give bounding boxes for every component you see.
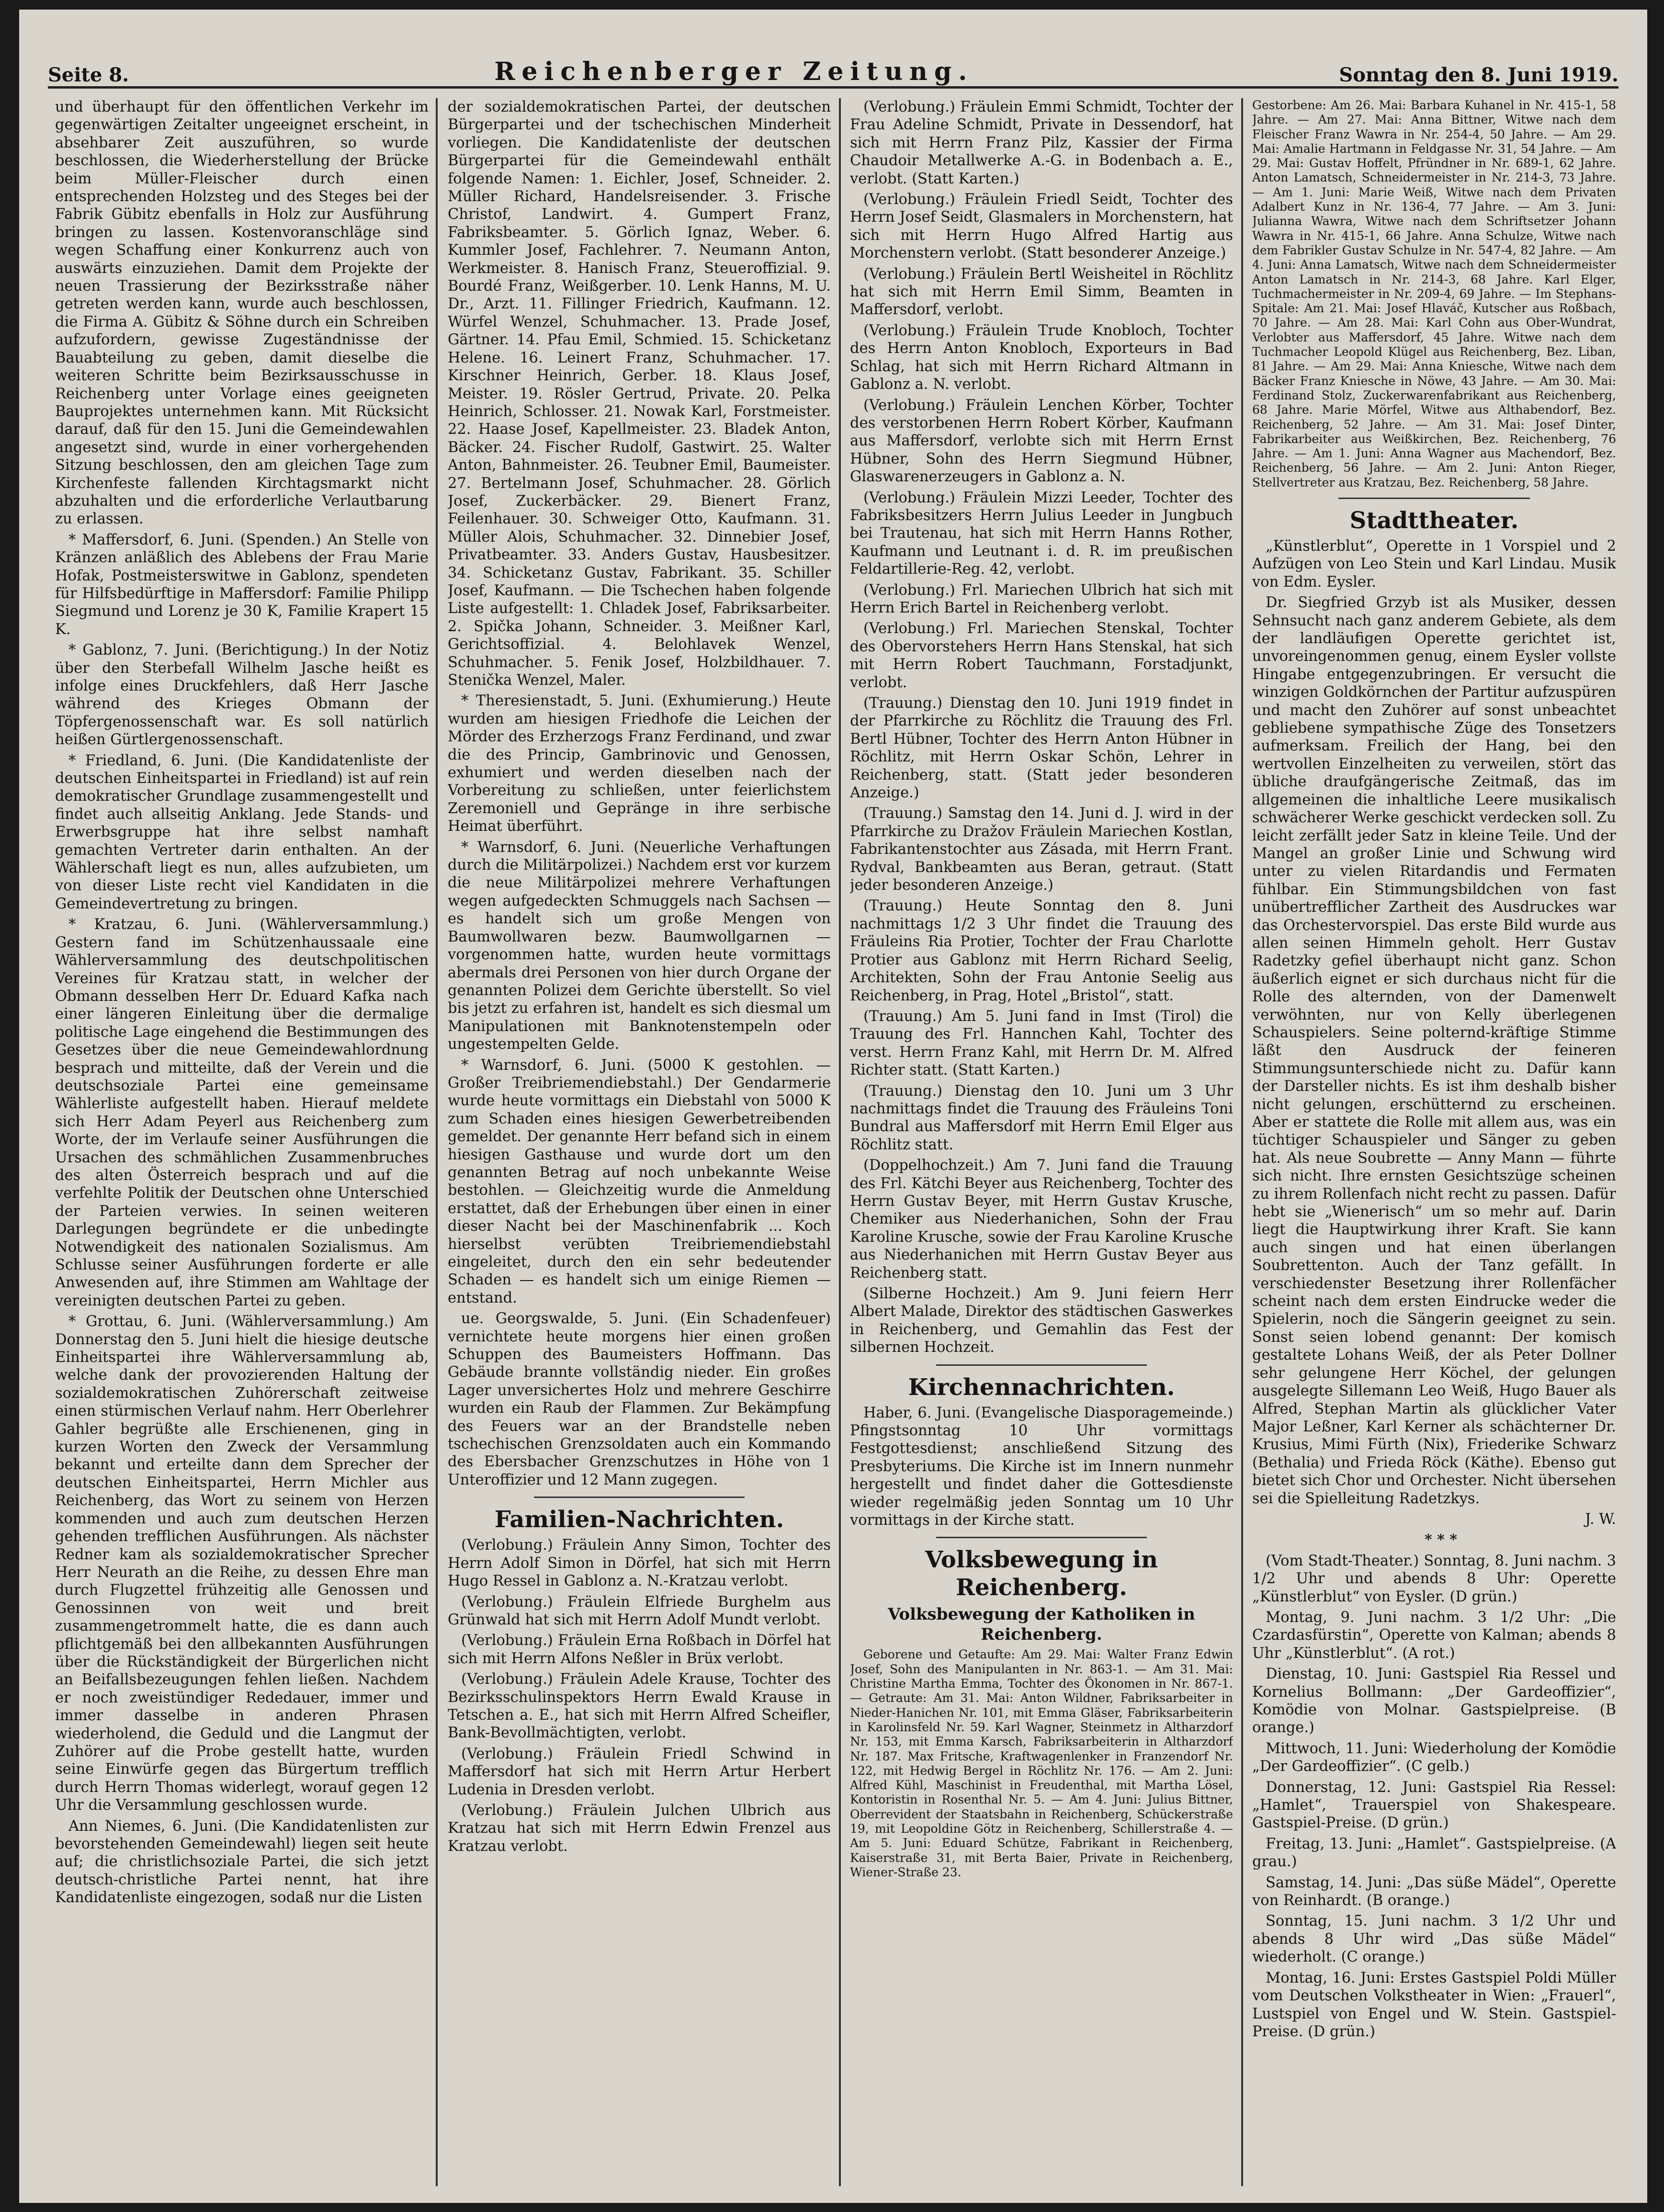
- schedule-item: Montag, 9. Juni nachm. 3 1/2 Uhr: „Die Czardasfürstin“, Operette von Kalman; abends 8 Uhr „Künstlerblut“. (A rot.): [1252, 1609, 1616, 1662]
- article-paragraph: * Grottau, 6. Juni. (Wählerversammlung.) Am Donnerstag den 5. Juni hielt die hiesige deutsche Einheitspartei ihre Wählerversammlung ab, welche dank der provozierenden Haltung der sozialdemokratischen Zuhörerschaft zeitweise einen stürmischen Verlauf nahm. Herr Oberlehrer Gahler begrüßte alle Erschienenen, ging in kurzen Worten den Zweck der Versammlung bekannt und erteilte dann dem Sprecher der deutschen Einheitspartei, Herrn Michler aus Reichenberg, das Wort zu seinem von Herzen kommenden und auch zum deutschen Herzen gehenden trefflichen Ausführungen. Als nächster Redner kam als sozialdemokratischer Sprecher Herr Neurath an die Reihe, zu dessen Ehre man durch Flugzettel frühzeitig alle Genossen und Genossinnen von weit und breit zusammengetrommelt hatte, die es dann auch pflichtgemäß bei den allbekannten Ausführungen über die Rückständigkeit der Bürgerlichen nicht an Beifallsbezeugungen fehlen ließen. Nachdem er noch zweistündiger Rededauer, immer und immer dasselbe in anderen Phrasen wiederholend, die Geduld und die Langmut der Zuhörer auf die Probe gestellt hatte, wurden seine Einwürfe gegen das Bürgertum trefflich durch Herrn Thomas widerlegt, worauf gegen 12 Uhr die Versammlung geschlossen wurde.: [55, 1313, 429, 1814]
- family-notice: (Verlobung.) Fräulein Trude Knobloch, Tochter des Herrn Anton Knobloch, Exporteurs in Bad Schlag, hat sich mit Herrn Richard Altmann in Gablonz a. N. verlobt.: [850, 322, 1233, 393]
- section-divider: [936, 1364, 1147, 1366]
- church-notice: Haber, 6. Juni. (Evangelische Diasporagemeinde.) Pfingstsonntag 10 Uhr vormittags Festgottesdienst; anschließend Sitzung des Presbyteriums. Die Kirche ist im Innern nunmehr hergestellt und findet daher die Gottesdienste wieder regelmäßig jeden Sonntag um 10 Uhr vormittags in der Kirche statt.: [850, 1404, 1233, 1529]
- family-notice: (Doppelhochzeit.) Am 7. Juni fand die Trauung des Frl. Kätchi Beyer aus Reichenberg, Tochter des Herrn Gustav Beyer, mit Herrn Gustav Krusche, Chemiker aus Niederhanichen, Sohn der Frau Karoline Krusche, sowie der Frau Karoline Krusche aus Niederhanichen mit Herrn Gustav Beyer aus Reichenberg statt.: [850, 1157, 1233, 1282]
- schedule-item: Dienstag, 10. Juni: Gastspiel Ria Ressel und Kornelius Bollmann: „Der Gardeoffizier“, Komödie von Molnar. Gastspielpreise. (B orange.): [1252, 1666, 1616, 1736]
- family-notice: (Silberne Hochzeit.) Am 9. Juni feiern Herr Albert Malade, Direktor des städtischen Gaswerkes in Reichenberg, und Gemahlin das Fest der silbernen Hochzeit.: [850, 1285, 1233, 1356]
- family-notice: (Verlobung.) Fräulein Emmi Schmidt, Tochter der Frau Adeline Schmidt, Private in Dessendorf, hat sich mit Herrn Franz Pilz, Kassier der Firma Chaudoir Metallwerke A.-G. in Bodenbach a. E., verlobt. (Statt Karten.): [850, 99, 1233, 187]
- family-notice: (Verlobung.) Fräulein Friedl Seidt, Tochter des Herrn Josef Seidt, Glasmalers in Morchenstern, hat sich mit Herrn Hugo Alfred Hartig aus Morchenstern verlobt. (Statt besonderer Anzeige.): [850, 191, 1233, 262]
- section-divider: [1338, 498, 1530, 499]
- newspaper-title: Reichenberger Zeitung.: [494, 57, 974, 86]
- column-rule: [1241, 98, 1243, 2186]
- column-1: [55, 98, 429, 2186]
- article-paragraph: der sozialdemokratischen Partei, der deutschen Bürgerpartei und der tschechischen Minderheit vorliegen. Die Kandidatenliste der deutschen Bürgerpartei für die Gemeindewahl enthält folgende Namen: 1. Eichler, Josef, Schneider. 2. Müller Richard, Handelsreisender. 3. Frische Christof, Landwirt. 4. Gumpert Franz, Fabriksbeamter. 5. Görlich Ignaz, Weber. 6. Kummler Josef, Fachlehrer. 7. Neumann Anton, Werkmeister. 8. Hanisch Franz, Steueroffizial. 9. Bourdé Franz, Weißgerber. 10. Lenk Hanns, M. U. Dr., Arzt. 11. Fillinger Friedrich, Kaufmann. 12. Würfel Wenzel, Schuhmacher. 13. Prade Josef, Gärtner. 14. Pfau Emil, Schmied. 15. Schicketanz Helene. 16. Leinert Franz, Schuhmacher. 17. Kirschner Heinrich, Gerber. 18. Klaus Josef, Meister. 19. Rösler Gertrud, Private. 20. Pelka Heinrich, Schlosser. 21. Nowak Karl, Forstmeister. 22. Haase Josef, Kapellmeister. 23. Bladek Anton, Bäcker. 24. Fischer Rudolf, Gastwirt. 25. Walter Anton, Bahnmeister. 26. Teubner Emil, Baumeister. 27. Bertelmann Josef, Schuhmacher. 28. Görlich Josef, Zuckerbäcker. 29. Bienert Franz, Feilenhauer. 30. Schweiger Otto, Kaufmann. 31. Müller Alois, Schuhmacher. 32. Dinnebier Josef, Privatbeamter. 33. Anders Gustav, Hausbesitzer. 34. Schicketanz Gustav, Fabrikant. 35. Schiller Josef, Kaufmann. — Die Tschechen haben folgende Liste aufgestellt: 1. Chladek Josef, Fabriksarbeiter. 2. Spička Johann, Schneider. 3. Meißner Karl, Gerichtsoffizial. 4. Belohlavek Wenzel, Schuhmacher. 5. Fenik Josef, Holzbildhauer. 7. Stenička Wenzel, Maler.: [448, 99, 831, 689]
- article-paragraph: * Friedland, 6. Juni. (Die Kandidatenliste der deutschen Einheitspartei in Friedland) ist auf rein demokratischer Grundlage zusammengestellt und findet auch allseitig Anklang. Jede Stands- und Erwerbsgruppe hat ihre selbst namhaft gemachten Vertreter darin enthalten. An der Wählerschaft liegt es nun, alles aufzubieten, um von dieser Liste recht viel Kandidaten in die Gemeindevertretung zu bringen.: [55, 752, 429, 912]
- masthead: [48, 43, 1619, 89]
- theater-review-title: „Künstlerblut“, Operette in 1 Vorspiel und 2 Aufzügen von Leo Stein und Karl Lindau. Musik von Edm. Eysler.: [1252, 538, 1616, 590]
- schedule-item: Donnerstag, 12. Juni: Gastspiel Ria Ressel: „Hamlet“, Trauerspiel von Shakespeare. Gastspiel-Preise. (D grün.): [1252, 1779, 1616, 1832]
- review-signature: J. W.: [1585, 1510, 1616, 1528]
- article-paragraph: * Gablonz, 7. Juni. (Berichtigung.) In der Notiz über den Sterbefall Wilhelm Jasche heißt es infolge eines Druckfehlers, daß Herr Jasche während des Krieges Obmann der Töpfergenossenschaft war. Es soll natürlich heißen Gürtlergenossenschaft.: [55, 642, 429, 749]
- section-heading-family: Familien-Nachrichten.: [494, 1506, 784, 1533]
- schedule-item: (Vom Stadt-Theater.) Sonntag, 8. Juni nachm. 3 1/2 Uhr und abends 8 Uhr: Operette „Künstlerblut“ von Eysler. (D grün.): [1252, 1552, 1616, 1605]
- page-number: Seite 8.: [48, 64, 129, 86]
- schedule-item: Sonntag, 15. Juni nachm. 3 1/2 Uhr und abends 8 Uhr wird „Das süße Mädel“ wiederholt. (C orange.): [1252, 1913, 1616, 1966]
- column-2: [448, 98, 831, 2186]
- article-paragraph: ue. Georgswalde, 5. Juni. (Ein Schadenfeuer) vernichtete heute morgens hier einen großen Schuppen des Baumeisters Hoffmann. Das Gebäude brannte vollständig nieder. Ein großes Lager unversichertes Holz und mehrere Geschirre wurden ein Raub der Flammen. Zur Bekämpfung des Feuers war an der Brandstelle neben tschechischen Grenzsoldaten auch ein Kommando des Ebersbacher Grenzschutzes in Höhe von 1 Unteroffizier und 12 Mann zugegen.: [448, 1310, 831, 1488]
- column-rule: [839, 98, 841, 2186]
- family-notice: (Trauung.) Dienstag den 10. Juni 1919 findet in der Pfarrkirche zu Röchlitz die Trauung des Frl. Bertl Hübner, Tochter des Herrn Anton Hübner in Röchlitz, mit Herrn Oskar Schön, Lehrer in Reichenberg, statt. (Statt jeder besonderen Anzeige.): [850, 695, 1233, 802]
- family-notice: (Verlobung.) Fräulein Friedl Schwind in Maffersdorf hat sich mit Herrn Artur Herbert Ludenia in Dresden verlobt.: [448, 1745, 831, 1798]
- column-3: [850, 98, 1233, 2186]
- family-notice: (Verlobung.) Fräulein Adele Krause, Tochter des Bezirksschulinspektors Herrn Ewald Krause in Tetschen a. E., hat sich mit Herrn Alfred Scheifler, Bank-Bevollmächtigten, verlobt.: [448, 1671, 831, 1742]
- section-heading-church: Kirchennachrichten.: [908, 1373, 1175, 1401]
- section-heading-population: Volksbewegung in Reichenberg.: [925, 1546, 1158, 1601]
- article-paragraph: Ann Niemes, 6. Juni. (Die Kandidatenlisten zur bevorstehenden Gemeindewahl) liegen seit heute auf; die christlichsoziale Partei, die sich jetzt deutsch-christliche Partei nennt, hat ihre Kandidatenliste eingezogen, sodaß nur die Listen: [55, 1817, 429, 1906]
- family-notice: (Verlobung.) Fräulein Mizzi Leeder, Tochter des Fabriksbesitzers Herrn Julius Leeder in Jungbuch bei Trautenau, hat sich mit Herrn Hanns Rother, Kaufmann und Leutnant i. d. R. im preußischen Feldartillerie-Reg. 42, verlobt.: [850, 489, 1233, 578]
- article-paragraph: und überhaupt für den öffentlichen Verkehr im gegenwärtigen Zeitalter ungeeignet erscheint, in absehbarer Zeit auszuführen, so wurde beschlossen, die Wiederherstellung der Brücke beim Müller-Fleischer durch einen entsprechenden Holzsteg und des Steges bei der Fabrik Gübitz ebenfalls in Holz zur Ausführung bringen zu lassen. Kostenvoranschläge sind wegen Schaffung einer Konkurrenz auch von auswärts einzuziehen. Damit dem Projekte der neuen Trassierung der Bezirksstraße näher getreten werden kann, wurde auch beschlossen, die Firma A. Gübitz & Söhne durch ein Schreiben aufzufordern, gewisse Zugeständnisse der Bauabteilung zu geben, damit dieselbe die weiteren Schritte beim Bezirksausschusse in Reichenberg unter Vorlage eines geeigneten Bauprojektes unternehmen kann. Mit Rücksicht darauf, daß für den 15. Juni die Gemeindewahlen angesetzt sind, wurde in einer vorhergehenden Sitzung beschlossen, den am gleichen Tage zum Kirchenfeste fallenden Kirchtagsmarkt nicht abzuhalten und die erforderliche Verlautbarung zu erlassen.: [55, 99, 429, 528]
- population-records: Geborene und Getaufte: Am 29. Mai: Walter Franz Edwin Josef, Sohn des Manipulanten in Nr. 863-1. — Am 31. Mai: Christine Martha Emma, Tochter des Ökonomen in Nr. 867-1. — Getraute: Am 31. Mai: Anton Wildner, Fabriksarbeiter in Nieder-Hanichen Nr. 101, mit Emma Gläser, Fabriksarbeiterin in Karolinsfeld Nr. 59. Karl Wagner, Steinmetz in Altharzdorf Nr. 153, mit Emma Karsch, Fabriksarbeiterin in Altharzdorf Nr. 187. Max Fritsche, Kraftwagenlenker in Franzendorf Nr. 122, mit Hedwig Bergel in Röchlitz Nr. 176. — Am 2. Juni: Alfred Kühl, Maschinist in Freudenthal, mit Martha Lösel, Kontoristin in Rosenthal Nr. 5. — Am 4. Juni: Julius Bittner, Oberrevident der Staatsbahn in Reichenberg, Schückerstraße 19, mit Leopoldine Götz in Reichenberg, Schillerstraße 4. — Am 5. Juni: Eduard Schütze, Fabrikant in Reichenberg, Kaiserstraße 31, mit Berta Baier, Private in Reichenberg, Wiener-Straße 23.: [850, 1647, 1233, 1879]
- article-paragraph: * Warnsdorf, 6. Juni. (Neuerliche Verhaftungen durch die Militärpolizei.) Nachdem erst vor kurzem die neue Militärpolizei mehrere Verhaftungen wegen aufgedeckten Schmuggels nach Sachsen — es handelt sich um große Mengen von Baumwollwaren bezw. Baumwollgarnen — vorgenommen hatte, wurden heute vormittags abermals drei Personen von hier durch Organe der genannten Polizei dem Gerichte überstellt. So viel bis jetzt zu erfahren ist, handelt es sich diesmal um Manipulationen mit Banknotenstempeln oder ungestempelten Gelde.: [448, 839, 831, 1053]
- family-notice: (Trauung.) Samstag den 14. Juni d. J. wird in der Pfarrkirche zu Dražov Fräulein Mariechen Kostlan, Fabrikantenstochter aus Zásada, mit Herrn Frant. Rydval, Bankbeamten aus Beran, getraut. (Statt jeder besonderen Anzeige.): [850, 805, 1233, 894]
- section-subheading: Volksbewegung der Katholiken in Reichenberg.: [888, 1605, 1195, 1645]
- article-paragraph: * Theresienstadt, 5. Juni. (Exhumierung.) Heute wurden am hiesigen Friedhofe die Leichen der Mörder des Erzherzogs Franz Ferdinand, und zwar die des Princip, Gambrinovic und Genossen, exhumiert und werden dieselben nach der Vorbereitung zu schließen, unter feierlichstem Zeremoniell und Gepränge in ihre serbische Heimat überführt.: [448, 692, 831, 835]
- newspaper-page: [19, 10, 1647, 2203]
- family-notice: (Trauung.) Am 5. Juni fand in Imst (Tirol) die Trauung des Frl. Hannchen Kahl, Tochter des verst. Herrn Franz Kahl, mit Herrn Dr. M. Alfred Richter statt. (Statt Karten.): [850, 1008, 1233, 1079]
- population-records: Gestorbene: Am 26. Mai: Barbara Kuhanel in Nr. 415-1, 58 Jahre. — Am 27. Mai: Anna Bittner, Witwe nach dem Fleischer Franz Wawra in Nr. 254-4, 50 Jahre. — Am 29. Mai: Amalie Hartmann in Feldgasse Nr. 31, 54 Jahre. — Am 29. Mai: Gustav Hoffelt, Pfründner in Nr. 689-1, 62 Jahre. Anton Lamatsch, Schneidermeister in Nr. 214-3, 73 Jahre. — Am 1. Juni: Marie Weiß, Witwe nach dem Privaten Adalbert Kunz in Nr. 136-4, 77 Jahre. — Am 3. Juni: Julianna Wawra, Witwe nach dem Schriftsetzer Johann Wawra in Nr. 415-1, 66 Jahre. Anna Schulze, Witwe nach dem Fabrikler Gustav Schulze in Nr. 547-4, 82 Jahre. — Am 4. Juni: Anna Lamatsch, Witwe nach dem Schneidermeister Anton Lamatsch in Nr. 214-3, 68 Jahre. Karl Elger, Tuchmachermeister in Nr. 209-4, 69 Jahre. — Im Stephans-Spitale: Am 21. Mai: Josef Hlaváč, Kutscher aus Roßbach, 70 Jahre. — Am 28. Mai: Karl Cohn aus Ober-Wundrat, Verlobter aus Maffersdorf, 45 Jahre. Witwe nach dem Tuchmacher Leopold Klügel aus Reichenberg, Bez. Liban, 81 Jahre. — Am 29. Mai: Anna Kniesche, Witwe nach dem Bäcker Franz Kniesche in Nöwe, 43 Jahre. — Am 30. Mai: Ferdinand Stolz, Zuckerwarenfabrikant aus Reichenberg, 68 Jahre. Marie Mörfel, Witwe aus Althabendorf, Bez. Reichenberg, 52 Jahre. — Am 31. Mai: Josef Dinter, Fabrikarbeiter aus Weißkirchen, Bez. Reichenberg, 76 Jahre. — Am 1. Juni: Anna Wagner aus Machendorf, Bez. Reichenberg, 56 Jahre. — Am 2. Juni: Anton Rieger, Stellvertreter aus Kratzau, Bez. Reichenberg, 58 Jahre.: [1252, 98, 1616, 489]
- theater-review: Dr. Siegfried Grzyb ist als Musiker, dessen Sehnsucht nach ganz anderem Gebiete, als dem der landläufigen Operette gerichtet ist, unvoreingenommen genug, einem Eysler vollste Hingabe entgegenzubringen. Er versucht die winzigen Goldkörnchen der Partitur aufzuspüren und macht den Zuhörer auf sonst unbeachtet gebliebene sympathische Züge des Tonsetzers aufmerksam. Freilich der Hang, bei den wertvollen Einzelheiten zu verweilen, stört das übliche draufgängerische Zeitmaß, das im allgemeinen die inhaltliche Leere musikalisch schwächerer Werke geschickt verdecken soll. Zu leicht zerfällt jeder Satz in kleine Teile. Und der Mangel an großer Linie und Schwung wird unter zu vielen Ritardandis und Fermaten fühlbar. Ein Stimmungsbildchen von fast unübertrefflicher Zartheit des Ausdruckes war das Orchestervorspiel. Das erste Bild wurde aus allen seinen Himmeln geholt. Herr Gustav Radetzky gefiel überhaupt nicht ganz. Schon äußerlich eignet er sich durchaus nicht für die Rolle des alternden, von der Damenwelt verwöhnten, nur von Kelly überlegenen Schauspielers. Seine polternd-kräftige Stimme läßt den Ausdruck der feineren Stimmungsunterschiede nicht zu. Dafür kann der Darsteller nichts. Es ist ihm deshalb bisher nicht gelungen, erschütternd zu erscheinen. Aber er stattete die Rolle mit allem aus, was ein tüchtiger Schauspieler und Sänger zu geben hat. Als neue Soubrette — Anny Mann — führte sich nicht. Ihre ernsten Gesichtszüge scheinen zu ihrem Rollenfach nicht recht zu passen. Dafür hebt sie „Wienerisch“ um so mehr auf. Darin liegt die Hauptwirkung ihrer Kraft. Sie kann auch singen und hat einen überlangen Soubrettenton. Auch der Tanz gefällt. In verschiedenster Besetzung ihrer Rollenfächer scheint nach dem ersten Eindrucke weder die Spielerin, noch die Sängerin geeignet zu sein. Sonst seien lobend genannt: Der komisch gestaltete Lohans Weiß, der als Peter Dollner sehr gelungene Herr Köchel, der gelungen ausgelegte Sillemann Leo Weiß, Hugo Bauer als Alfred, Stephan Martin als glücklicher Vater Major Leßner, Karl Kerner als schächterner Dr. Krusius, Mimi Fürth (Nix), Friederike Schwarz (Bethalia) und Frieda Röck (Käthe). Ebenso gut bietet sich Chor und Orchester. Nicht übersehen sei die Spielleitung Radetzkys.: [1252, 594, 1616, 1507]
- schedule-item: Samstag, 14. Juni: „Das süße Mädel“, Operette von Reinhardt. (B orange.): [1252, 1874, 1616, 1909]
- column-4: [1252, 98, 1616, 2186]
- family-notice: (Verlobung.) Fräulein Elfriede Burghelm aus Grünwald hat sich mit Herrn Adolf Mundt verlobt.: [448, 1593, 831, 1628]
- section-divider: [936, 1537, 1147, 1538]
- column-rule: [436, 98, 438, 2186]
- article-paragraph: * Kratzau, 6. Juni. (Wählerversammlung.) Gestern fand im Schützenhaussaale eine Wählerversammlung des deutschpolitischen Vereines für Kratzau statt, in welcher der Obmann desselben Herr Dr. Eduard Kafka nach einer längeren Einleitung über die dermalige politische Lage eingehend die Bestimmungen des Gesetzes über die neue Gemeindewahlordnung besprach und mitteilte, daß der Verein und die deutschsoziale Partei eine gemeinsame Wählerliste aufgestellt haben. Hierauf meldete sich Herr Adam Peyerl aus Reichenberg zum Worte, der im Verlaufe seiner Ausführungen die Ursachen des schmählichen Zusammenbruches des alten Österreich besprach und auf die verfehlte Politik der Deutschen ohne Unterschied der Parteien verwies. In seinen weiteren Darlegungen begründete er die unbedingte Notwendigkeit des nationalen Sozialismus. Am Schlusse seiner Ausführungen forderte er alle Anwesenden auf, ihre Stimmen am Wahltage der vereinigten deutschen Partei zu geben.: [55, 916, 429, 1309]
- schedule-item: Freitag, 13. Juni: „Hamlet“. Gastspielpreise. (A grau.): [1252, 1835, 1616, 1871]
- issue-date: Sonntag den 8. Juni 1919.: [1339, 64, 1619, 86]
- separator-stars: * * *: [1425, 1531, 1457, 1549]
- schedule-item: Montag, 16. Juni: Erstes Gastspiel Poldi Müller vom Deutschen Volkstheater in Wien: „Frauerl“, Lustspiel von Engel und W. Stein. Gastspiel-Preise. (D grün.): [1252, 1969, 1616, 2040]
- family-notice: (Verlobung.) Frl. Mariechen Ulbrich hat sich mit Herrn Erich Bartel in Reichenberg verlobt.: [850, 581, 1233, 616]
- section-heading-theater: Stadttheater.: [1349, 507, 1519, 534]
- family-notice: (Verlobung.) Fräulein Anny Simon, Tochter des Herrn Adolf Simon in Dörfel, hat sich mit Herrn Hugo Ressel in Gablonz a. N.-Kratzau verlobt.: [448, 1537, 831, 1590]
- family-notice: (Verlobung.) Fräulein Lenchen Körber, Tochter des verstorbenen Herrn Robert Körber, Kaufmann aus Maffersdorf, verlobte sich mit Herrn Ernst Hübner, Sohn des Herrn Siegmund Hübner, Glaswarenerzeugers in Gablonz a. N.: [850, 397, 1233, 486]
- family-notice: (Verlobung.) Fräulein Bertl Weisheitel in Röchlitz hat sich mit Herrn Emil Simm, Beamten in Maffersdorf, verlobt.: [850, 265, 1233, 318]
- family-notice: (Trauung.) Dienstag den 10. Juni um 3 Uhr nachmittags findet die Trauung des Fräuleins Toni Bundral aus Maffersdorf mit Herrn Emil Elger aus Röchlitz statt.: [850, 1082, 1233, 1153]
- family-notice: (Verlobung.) Fräulein Julchen Ulbrich aus Kratzau hat sich mit Herrn Edwin Frenzel aus Kratzau verlobt.: [448, 1802, 831, 1855]
- family-notice: (Verlobung.) Fräulein Erna Roßbach in Dörfel hat sich mit Herrn Alfons Neßler in Brüx verlobt.: [448, 1632, 831, 1667]
- article-paragraph: * Warnsdorf, 6. Juni. (5000 K gestohlen. — Großer Treibriemendiebstahl.) Der Gendarmerie wurde heute vormittags ein Diebstahl von 5000 K zum Schaden eines hiesigen Gewerbetreibenden gemeldet. Der genannte Herr befand sich in einem hiesigen Gasthause und wurde dort um den genannten Betrag auf noch unbekannte Weise bestohlen. — Gleichzeitig wurde die Anmeldung erstattet, daß der Erhebungen über einen in einer dieser Nacht bei der Maschinenfabrik ... Koch hierselbst verübten Treibriemendiebstahl eingeleitet, durch den ein sehr bedeutender Schaden — es handelt sich um einige Riemen — entstand.: [448, 1056, 831, 1306]
- section-divider: [534, 1497, 745, 1498]
- family-notice: (Verlobung.) Frl. Mariechen Stenskal, Tochter des Obervorstehers Herrn Hans Stenskal, hat sich mit Herrn Robert Tauchmann, Forstadjunkt, verlobt.: [850, 620, 1233, 691]
- schedule-item: Mittwoch, 11. Juni: Wiederholung der Komödie „Der Gardeoffizier“. (C gelb.): [1252, 1740, 1616, 1775]
- family-notice: (Trauung.) Heute Sonntag den 8. Juni nachmittags 1/2 3 Uhr findet die Trauung des Fräuleins Ria Protier, Tochter der Frau Charlotte Protier aus Gablonz mit Herrn Richard Seelig, Architekten, Sohn der Frau Antonie Seelig aus Reichenberg, in Prag, Hotel „Bristol“, statt.: [850, 897, 1233, 1004]
- article-paragraph: * Maffersdorf, 6. Juni. (Spenden.) An Stelle von Kränzen anläßlich des Ablebens der Frau Marie Hofak, Postmeisterswitwe in Gablonz, spendeten für Hilfsbedürftige in Maffersdorf: Familie Philipp Siegmund und Lorenz je 30 K, Familie Krapert 15 K.: [55, 531, 429, 638]
